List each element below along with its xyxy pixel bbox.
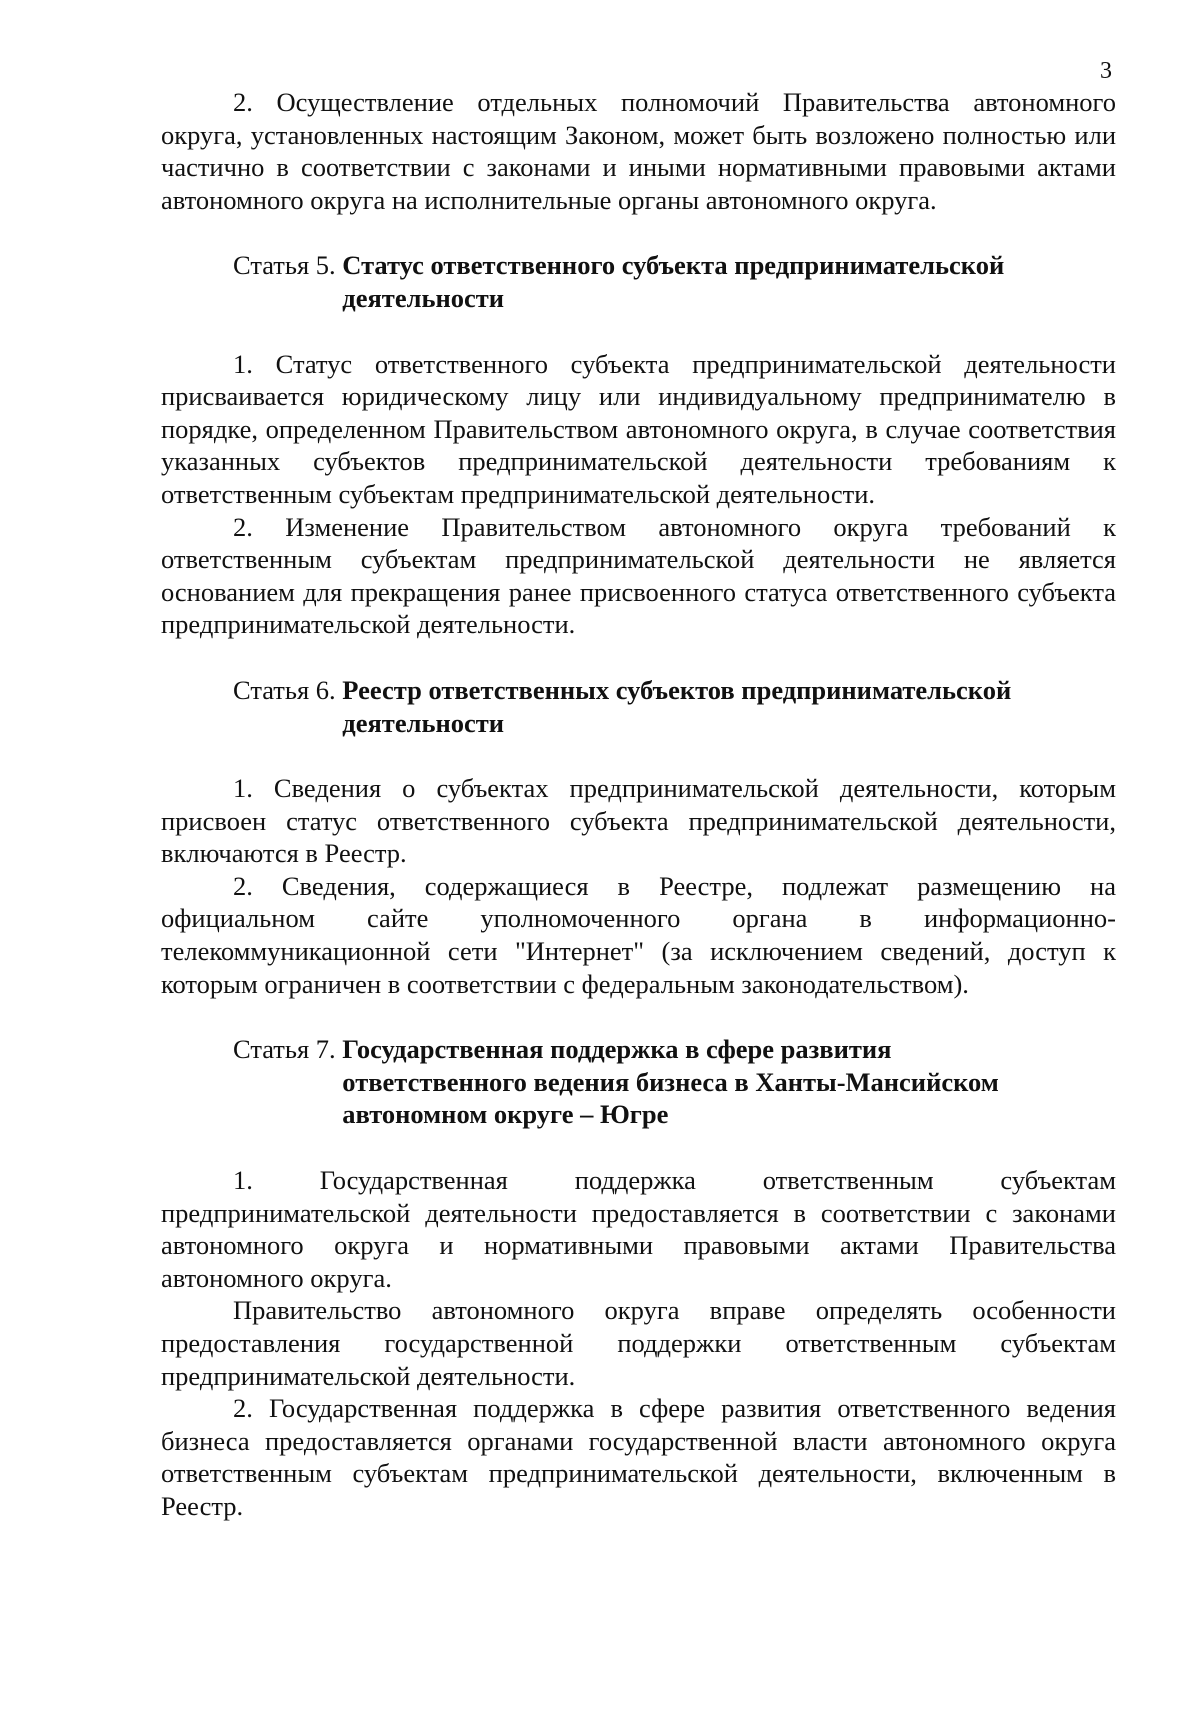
article6-title: Реестр ответственных субъектов предпринимательской деятельности	[342, 674, 1012, 738]
article6-paragraph-2: 2. Сведения, содержащиеся в Реестре, подлежат размещению на официальном сайте уполномоченного органа в информационно-телекоммуникационной сети "Интернет" (за исключением сведений, доступ к которым ограничен в соответствии с федеральным законодательством).	[161, 870, 1116, 999]
article6-paragraph-1: 1. Сведения о субъектах предпринимательской деятельности, которым присвоен статус ответственного субъекта предпринимательской деятельности, включаются в Реестр.	[161, 773, 1116, 869]
article7-title: Государственная поддержка в сфере развития ответственного ведения бизнеса в Ханты-Мансийском автономном округе – Югре	[342, 1034, 999, 1130]
article7-heading	[161, 1033, 1116, 1131]
article7-paragraph-1: 1. Государственная поддержка ответственным субъектам предпринимательской деятельности предоставляется в соответствии с законами автономного округа и нормативными правовыми актами Правительства автономного округа.	[161, 1165, 1116, 1293]
article6-heading	[161, 674, 1116, 739]
article5-title: Статус ответственного субъекта предпринимательской деятельности	[342, 250, 1005, 313]
article7-paragraph-2: 2. Государственная поддержка в сфере развития ответственного ведения бизнеса предоставляется органами государственной власти автономного округа ответственным субъектам предпринимательской деятельности, включенным в Реестр.	[161, 1393, 1116, 1521]
article5-label: Статья 5.	[233, 250, 343, 281]
article5-heading	[161, 249, 1116, 314]
article5-paragraph-1: 1. Статус ответственного субъекта предпринимательской деятельности присваивается юридическому лицу или индивидуальному предпринимателю в порядке, определенном Правительством автономного округа, в случае соответствия указанных субъектов предпринимательской деятельности требованиям к ответственным субъектам предпринимательской деятельности.	[161, 348, 1116, 509]
article6-label: Статья 6.	[233, 674, 343, 705]
document-body	[161, 86, 1116, 1523]
page-number: 3	[1100, 58, 1112, 84]
article7-label: Статья 7.	[233, 1034, 343, 1065]
article4-paragraph-2: 2. Осуществление отдельных полномочий Правительства автономного округа, установленных настоящим Законом, может быть возложено полностью или частично в соответствии с законами и иными нормативными правовыми актами автономного округа на исполнительные органы автономного округа.	[161, 87, 1116, 215]
article5-paragraph-2: 2. Изменение Правительством автономного округа требований к ответственным субъектам предпринимательской деятельности не является основанием для прекращения ранее присвоенного статуса ответственного субъекта предпринимательской деятельности.	[161, 511, 1116, 640]
article7-paragraph-1b: Правительство автономного округа вправе определять особенности предоставления государственной поддержки ответственным субъектам предпринимательской деятельности.	[161, 1295, 1116, 1391]
